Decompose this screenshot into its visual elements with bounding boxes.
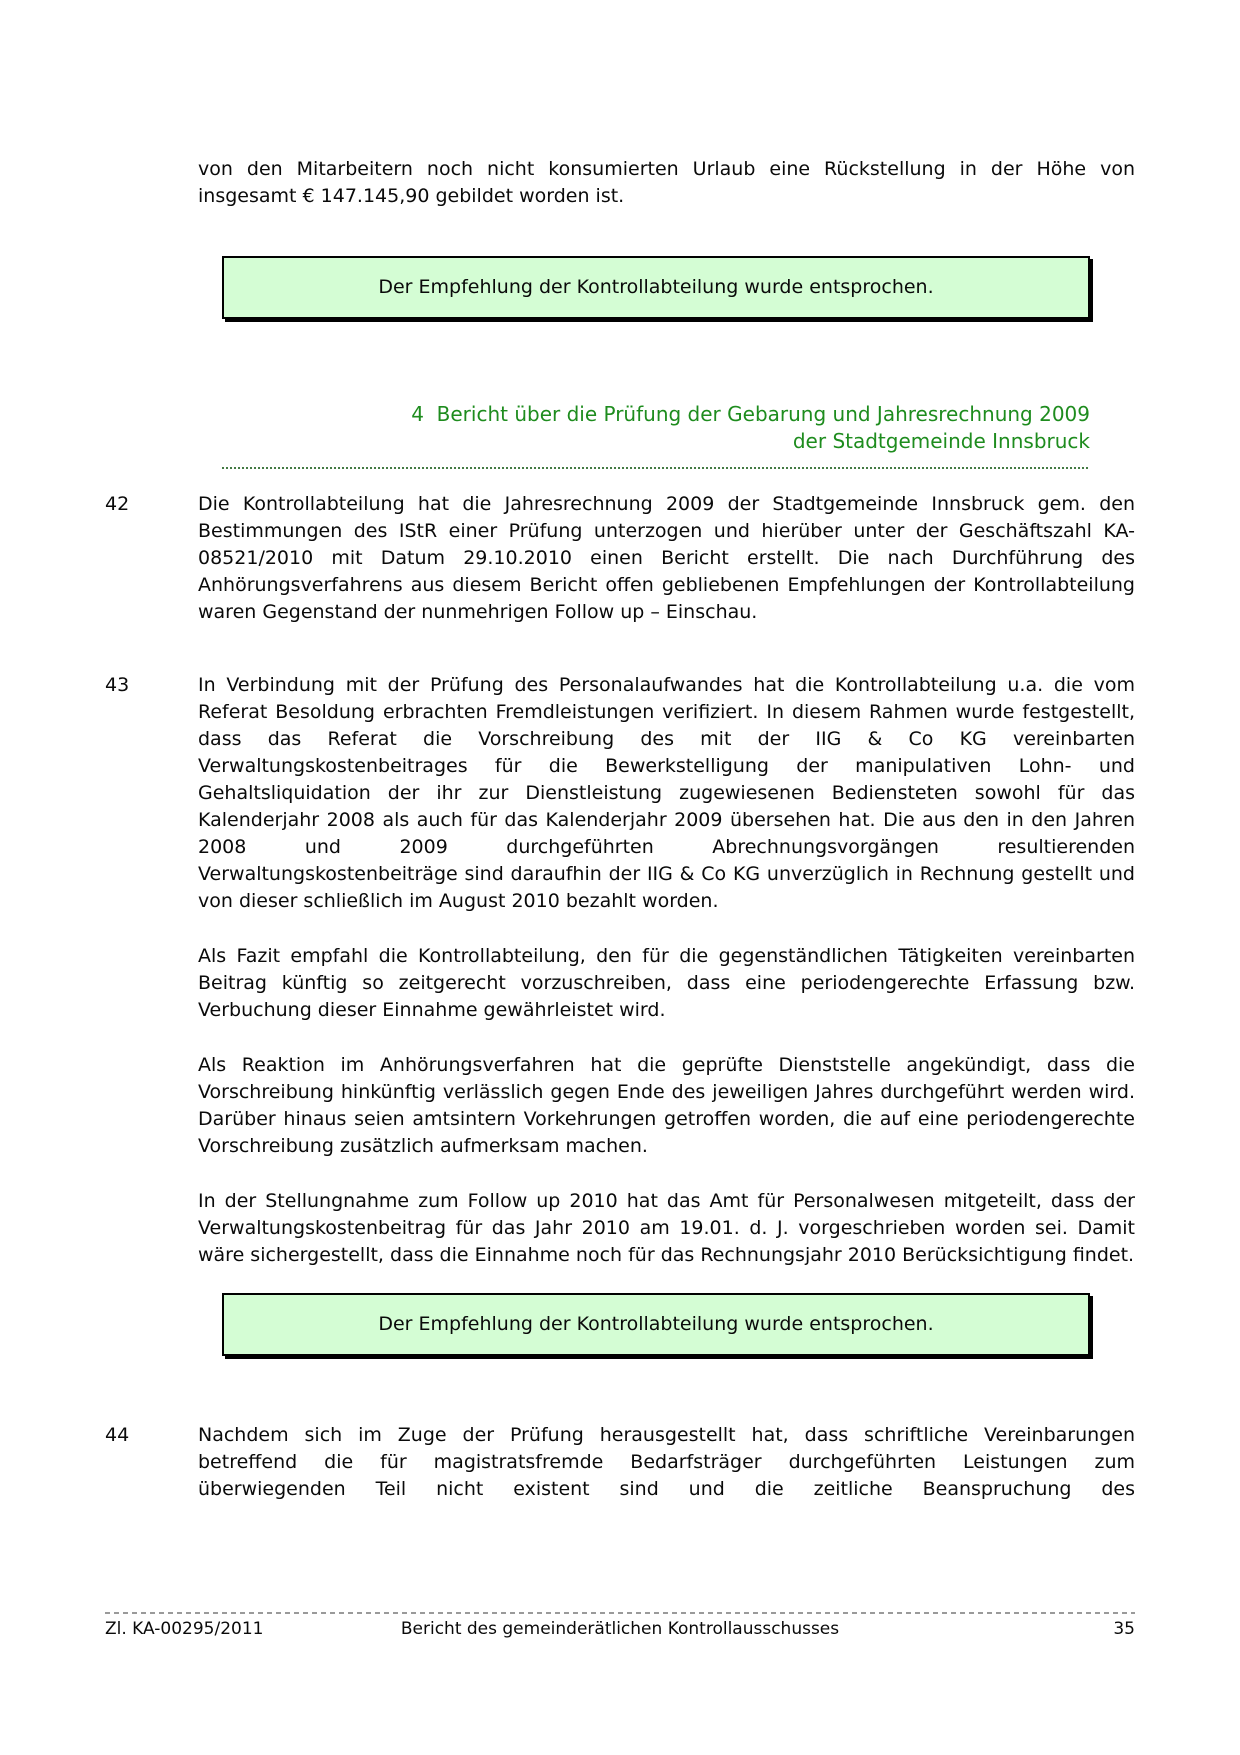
paragraph-text: Die Kontrollabteilung hat die Jahresrechnung 2009 der Stadtgemeinde Innsbruck gem. den Bestimmungen des IStR einer Prüfung unterzogen und hierüber unter der Geschäftszahl KA-08521/2010 mit Datum 29.10.2010 einen Bericht erstellt. Die nach Durchführung des Anhörungsverfahrens aus diesem Bericht offen gebliebenen Empfehlungen der Kontrollabteilung waren Gegenstand der nunmehrigen Follow up – Einschau. (198, 493, 1135, 623)
paragraph-body (198, 1422, 1135, 1503)
paragraph-number: 44 (105, 1424, 130, 1446)
paragraph-body (198, 672, 1135, 1269)
paragraph-text: Als Fazit empfahl die Kontrollabteilung, den für die gegenständlichen Tätigkeiten vereinbarten Beitrag künftig so zeitgerecht vorzuschreiben, dass eine periodengerechte Erfassung bzw. Verbuchung dieser Einnahme gewährleistet wird. (198, 945, 1135, 1021)
footer-divider (105, 1612, 1135, 1614)
paragraph-43 (105, 672, 1135, 1269)
paragraph-text: In Verbindung mit der Prüfung des Personalaufwandes hat die Kontrollabteilung u.a. die vom Referat Besoldung erbrachten Fremdleistungen verifiziert. In diesem Rahmen wurde festgestellt, dass das Referat die Vorschreibung des mit der IIG & Co KG vereinbarten Verwaltungskostenbeitrages für die Bewerkstelligung der manipulativen Lohn- und Gehaltsliquidation der ihr zur Dienstleistung zugewiesenen Bediensteten sowohl für das Kalenderjahr 2008 als auch für das Kalenderjahr 2009 übersehen hat. Die aus den in den Jahren 2008 und 2009 durchgeführten Abrechnungsvorgängen resultierenden Verwaltungskostenbeiträge sind daraufhin der IIG & Co KG unverzüglich in Rechnung gestellt und von dieser schließlich im August 2010 bezahlt worden. (198, 674, 1135, 912)
footer-row (105, 1618, 1135, 1640)
intro-paragraph: von den Mitarbeitern noch nicht konsumierten Urlaub eine Rückstellung in der Höhe von insgesamt € 147.145,90 gebildet worden ist. (198, 158, 1135, 207)
section-heading-divider (222, 467, 1090, 469)
paragraph-text: Nachdem sich im Zuge der Prüfung herausgestellt hat, dass schriftliche Vereinbarungen betreffend die für magistratsfremde Bedarfsträger durchgeführten Leistungen zum überwiegenden Teil nicht existent sind und die zeitliche Beanspruchung des (198, 1424, 1135, 1500)
paragraph-number: 43 (105, 674, 130, 696)
recommendation-box-2 (222, 1293, 1090, 1356)
section-heading-line1: 4 Bericht über die Prüfung der Gebarung und Jahresrechnung 2009 (411, 402, 1090, 426)
paragraph-text: In der Stellungnahme zum Follow up 2010 hat das Amt für Personalwesen mitgeteilt, dass der Verwaltungskostenbeitrag für das Jahr 2010 am 19.01. d. J. vorgeschrieben worden sei. Damit wäre sichergestellt, dass die Einnahme noch für das Rechnungsjahr 2010 Berücksichtigung findet. (198, 1190, 1135, 1266)
footer-page-number: 35 (1113, 1619, 1135, 1639)
recommendation-box-text: Der Empfehlung der Kontrollabteilung wurde entsprochen. (378, 1313, 934, 1335)
footer-title: Bericht des gemeinderätlichen Kontrollausschusses (400, 1619, 840, 1639)
recommendation-box-1 (222, 256, 1090, 319)
paragraph-42 (105, 491, 1135, 626)
section-heading-line2: der Stadtgemeinde Innsbruck (792, 429, 1090, 453)
recommendation-box-text: Der Empfehlung der Kontrollabteilung wurde entsprochen. (378, 276, 934, 298)
paragraph-44 (105, 1422, 1135, 1503)
footer-reference: Zl. KA-00295/2011 (105, 1619, 264, 1639)
paragraph-body (198, 491, 1135, 626)
paragraph-number: 42 (105, 493, 130, 515)
section-heading (222, 401, 1090, 455)
page-footer (105, 1612, 1135, 1640)
paragraph-text: Als Reaktion im Anhörungsverfahren hat die geprüfte Dienststelle angekündigt, dass die Vorschreibung hinkünftig verlässlich gegen Ende des jeweiligen Jahres durchgeführt werden wird. Darüber hinaus seien amtsintern Vorkehrungen getroffen worden, die auf eine periodengerechte Vorschreibung zusätzlich aufmerksam machen. (198, 1054, 1135, 1157)
